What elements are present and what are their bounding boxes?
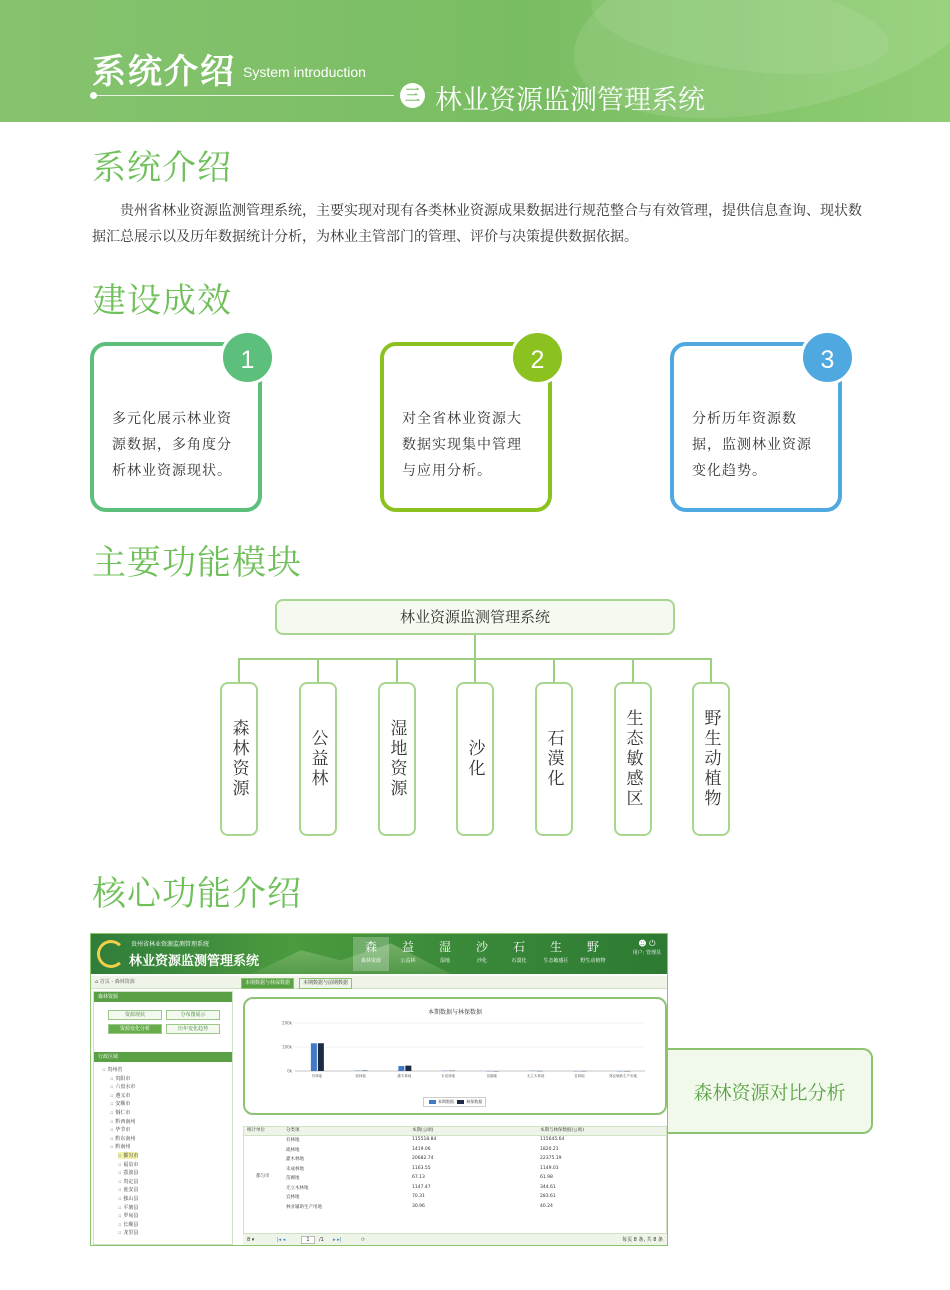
y-tick-label: 100k <box>282 1044 292 1050</box>
tree-item[interactable]: ▫ 平塘县 <box>118 1204 138 1211</box>
sidebar-button[interactable]: 资源现状 <box>108 1010 162 1020</box>
table-cell: 283.61 <box>540 1194 556 1199</box>
table-row <box>244 1166 666 1175</box>
tree-item[interactable]: ▫ 独山县 <box>118 1195 138 1202</box>
nav-icon: 森 <box>364 940 377 954</box>
banner-dot <box>90 92 97 99</box>
header-banner <box>0 0 950 122</box>
tree-item[interactable]: ▫ 铜仁市 <box>110 1109 130 1116</box>
table-cell: 344.61 <box>540 1184 556 1190</box>
x-tick-label: 疏林地 <box>355 1074 366 1078</box>
app-org-title: 贵州省林业资源监测管理系统 <box>131 941 210 948</box>
tree-item[interactable]: ▫ 荔波县 <box>118 1169 138 1176</box>
tree-item[interactable]: ▫ 龙里县 <box>118 1229 138 1236</box>
result-card-text: 对全省林业资源大数据实现集中管理与应用分析。 <box>402 411 522 479</box>
table-row <box>244 1147 666 1156</box>
tree-connector <box>553 658 555 682</box>
tree-connector <box>238 658 240 682</box>
left-sidebar <box>93 991 233 1245</box>
table-cell: 1149.03 <box>540 1165 559 1171</box>
module-box <box>220 682 258 836</box>
x-tick-label: 灌木林地 <box>397 1074 412 1078</box>
module-box <box>692 682 730 836</box>
pager-nav-icon[interactable]: |◂ ◂ <box>277 1237 286 1243</box>
y-tick-label: 0k <box>287 1068 292 1074</box>
table-row <box>244 1156 666 1165</box>
x-tick-label: 无立木林地 <box>526 1074 545 1078</box>
x-tick-label: 宜林地 <box>574 1074 585 1078</box>
legend-label: 林保数据 <box>466 1099 483 1104</box>
table-cell: 61.98 <box>540 1175 553 1180</box>
nav-item[interactable] <box>353 937 389 971</box>
nav-label: 石漠化 <box>511 958 527 964</box>
bar-chart <box>245 999 665 1113</box>
tree-item[interactable]: ▫ 瓮安县 <box>118 1186 138 1193</box>
table-unit-cell: 都匀市 <box>256 1174 270 1179</box>
table-cell: 有林地 <box>286 1138 300 1143</box>
banner-divider <box>94 95 394 96</box>
table-cell: 苗圃地 <box>286 1176 300 1181</box>
modules-heading: 主要功能模块 <box>92 543 302 583</box>
legend-label: 本期数据 <box>438 1099 454 1104</box>
x-tick-label: 未成林地 <box>441 1074 456 1078</box>
page-number-input[interactable]: 1 <box>301 1236 315 1244</box>
tree-item[interactable]: ▫ 安顺市 <box>110 1100 130 1107</box>
app-logo-icon <box>97 940 125 968</box>
tree-item[interactable]: ▫ 贵州省 <box>102 1066 122 1073</box>
result-number-badge: 3 <box>800 330 855 385</box>
refresh-icon[interactable]: ⟳ <box>361 1237 366 1243</box>
pager-nav-icon[interactable]: ▸ ▸| <box>333 1237 342 1243</box>
chart-title: 本期数据与林保数据 <box>427 1009 482 1016</box>
y-tick-label: 200k <box>282 1020 292 1026</box>
module-tree-root: 林业资源监测管理系统 <box>275 599 675 635</box>
table-cell: 宜林地 <box>286 1195 300 1200</box>
table-cell: 1419.06 <box>412 1146 431 1152</box>
table-cell: 未成林地 <box>286 1166 304 1172</box>
nav-label: 沙化 <box>476 958 487 964</box>
tab-current-vs-previous[interactable]: 本期数据与前期数据 <box>299 978 352 989</box>
chart-panel <box>243 997 667 1115</box>
table-cell: 1147.47 <box>412 1184 431 1190</box>
nav-label: 野生动植物 <box>580 958 606 964</box>
sidebar-panel-header: 森林资源 <box>94 992 232 1002</box>
bar <box>318 1043 324 1071</box>
tree-connector <box>474 635 476 658</box>
module-label: 湿地资源 <box>386 719 407 799</box>
module-box <box>535 682 573 836</box>
bar <box>311 1043 317 1071</box>
table-row <box>244 1185 666 1194</box>
banner-title: 系统介绍 <box>92 52 236 92</box>
sidebar-button[interactable]: 历年变化趋势 <box>166 1024 220 1034</box>
tree-connector <box>632 658 634 682</box>
result-card-text: 分析历年资源数据，监测林业资源变化趋势。 <box>692 411 812 479</box>
table-cell: 115518.84 <box>412 1137 437 1142</box>
nav-icon: 益 <box>401 940 414 954</box>
nav-label: 生态敏感区 <box>543 958 569 964</box>
x-tick-label: 有林地 <box>311 1074 323 1078</box>
user-info[interactable] <box>633 939 661 956</box>
user-icon: ☻ ⏻ <box>638 939 656 948</box>
table-cell: 1163.55 <box>412 1165 431 1171</box>
results-heading: 建设成效 <box>92 281 232 321</box>
nav-icon: 湿 <box>438 940 451 954</box>
tree-connector <box>710 658 712 682</box>
nav-item[interactable] <box>501 937 537 971</box>
feature-callout: 森林资源对比分析 <box>668 1048 873 1134</box>
nav-item[interactable] <box>390 937 426 971</box>
chart-legend <box>423 1097 486 1107</box>
table-cell: 40.24 <box>540 1203 553 1209</box>
intro-heading: 系统介绍 <box>92 148 232 188</box>
user-label: 用户: 管理员 <box>632 950 661 956</box>
table-cell: 灌木林地 <box>286 1157 304 1162</box>
table-row <box>244 1175 666 1184</box>
module-label: 公益林 <box>307 729 328 789</box>
table-header: 统计单位 <box>247 1128 265 1133</box>
tree-item[interactable]: ▫ 黔西南州 <box>110 1118 135 1125</box>
table-row <box>244 1204 666 1213</box>
table-header: 分类项 <box>286 1128 300 1133</box>
table-row <box>244 1194 666 1203</box>
module-label: 生态敏感区 <box>622 709 643 809</box>
table-header: 本期(公顷) <box>412 1128 434 1133</box>
nav-label: 公益林 <box>400 958 416 964</box>
x-tick-label: 林业辅助生产用地 <box>609 1074 638 1078</box>
table-row <box>244 1137 666 1146</box>
table-header: 本期与林保数据(公顷) <box>540 1128 585 1133</box>
nav-icon: 石 <box>512 940 525 954</box>
core-heading: 核心功能介绍 <box>92 874 302 914</box>
app-header <box>91 934 667 974</box>
table-cell: 20682.74 <box>412 1156 434 1161</box>
table-cell: 22375.19 <box>540 1156 562 1161</box>
tree-item[interactable]: ▫ 黔南州 <box>110 1143 130 1150</box>
breadcrumb-text: 首页 - 森林资源 <box>99 979 135 985</box>
sidebar-button[interactable]: 资源变化分析 <box>108 1024 162 1034</box>
pager-info: 每页 8 条, 共 8 条 <box>622 1237 663 1243</box>
bar <box>398 1066 404 1071</box>
nav-item[interactable] <box>538 937 574 971</box>
page-size-select[interactable]: 8 ▾ <box>247 1237 255 1243</box>
result-number-badge: 1 <box>220 330 275 385</box>
section-number-badge: 三 <box>400 83 425 108</box>
app-name: 林业资源监测管理系统 <box>129 954 260 969</box>
home-icon[interactable]: ⌂ <box>95 979 100 985</box>
table-cell: 疏林地 <box>286 1147 300 1153</box>
legend-swatch <box>457 1100 464 1104</box>
sidebar-button[interactable]: 分布图展示 <box>166 1010 220 1020</box>
tree-item[interactable]: ▫ 遵义市 <box>110 1092 130 1099</box>
bar <box>405 1066 411 1071</box>
tree-item[interactable]: ▫ 福泉市 <box>118 1161 138 1168</box>
table-cell: 林业辅助生产用地 <box>286 1204 322 1210</box>
result-number-badge: 2 <box>510 330 565 385</box>
x-tick-label: 苗圃地 <box>486 1074 498 1078</box>
tree-item[interactable]: ▫ 长顺县 <box>118 1221 138 1228</box>
table-cell: 1820.21 <box>540 1146 559 1152</box>
module-box <box>456 682 494 836</box>
result-card-text: 多元化展示林业资源数据，多角度分析林业资源现状。 <box>112 411 232 479</box>
banner-system-name: 林业资源监测管理系统 <box>435 85 705 116</box>
nav-item[interactable] <box>427 937 463 971</box>
table-cell: 无立木林地 <box>286 1185 309 1191</box>
intro-paragraph: 贵州省林业资源监测管理系统，主要实现对现有各类林业资源成果数据进行规范整合与有效管理，提供信息查询、现状数据汇总展示以及历年数据统计分析，为林业主管部门的管理、评价与决策提供数据依据。 <box>92 203 862 245</box>
table-header-row <box>244 1127 666 1136</box>
data-table <box>243 1126 667 1234</box>
module-label: 森林资源 <box>228 719 249 799</box>
tree-item[interactable]: ▫ 贵定县 <box>118 1178 138 1185</box>
nav-icon: 沙 <box>475 940 488 954</box>
nav-item[interactable] <box>575 937 611 971</box>
legend-swatch <box>429 1100 436 1104</box>
module-label: 沙化 <box>464 739 485 779</box>
nav-icon: 生 <box>549 940 562 954</box>
module-box <box>299 682 337 836</box>
tree-item[interactable]: ▫ 都匀市 <box>118 1152 138 1159</box>
nav-icon: 野 <box>586 940 599 954</box>
tree-connector <box>396 658 398 682</box>
breadcrumb <box>91 976 667 989</box>
module-label: 石漠化 <box>543 729 564 789</box>
tab-current-vs-protection[interactable]: 本期数据与林保数据 <box>241 978 294 989</box>
module-box <box>614 682 652 836</box>
banner-subtitle: System introduction <box>243 64 366 80</box>
system-screenshot <box>90 933 668 1246</box>
tree-item[interactable]: ▫ 罗甸县 <box>118 1212 138 1219</box>
tree-item[interactable]: ▫ 毕节市 <box>110 1126 130 1133</box>
tree-connector <box>317 658 319 682</box>
nav-item[interactable] <box>464 937 500 971</box>
table-cell: 115645.64 <box>540 1137 565 1142</box>
tree-item[interactable]: ▫ 贵阳市 <box>110 1075 130 1082</box>
table-cell: 70.31 <box>412 1194 425 1199</box>
tree-item[interactable]: ▫ 六盘水市 <box>110 1083 135 1090</box>
sidebar-panel-header: 行政区域 <box>94 1052 232 1062</box>
module-box <box>378 682 416 836</box>
table-cell: 30.96 <box>412 1203 425 1209</box>
module-label: 野生动植物 <box>700 709 721 809</box>
pagination <box>243 1234 667 1246</box>
table-cell: 67.13 <box>412 1175 425 1180</box>
tree-item[interactable]: ▫ 黔东南州 <box>110 1135 135 1142</box>
nav-label: 湿地 <box>439 958 450 964</box>
tree-connector <box>474 658 476 682</box>
page-total: /1 <box>319 1237 324 1243</box>
nav-label: 森林资源 <box>360 958 381 964</box>
